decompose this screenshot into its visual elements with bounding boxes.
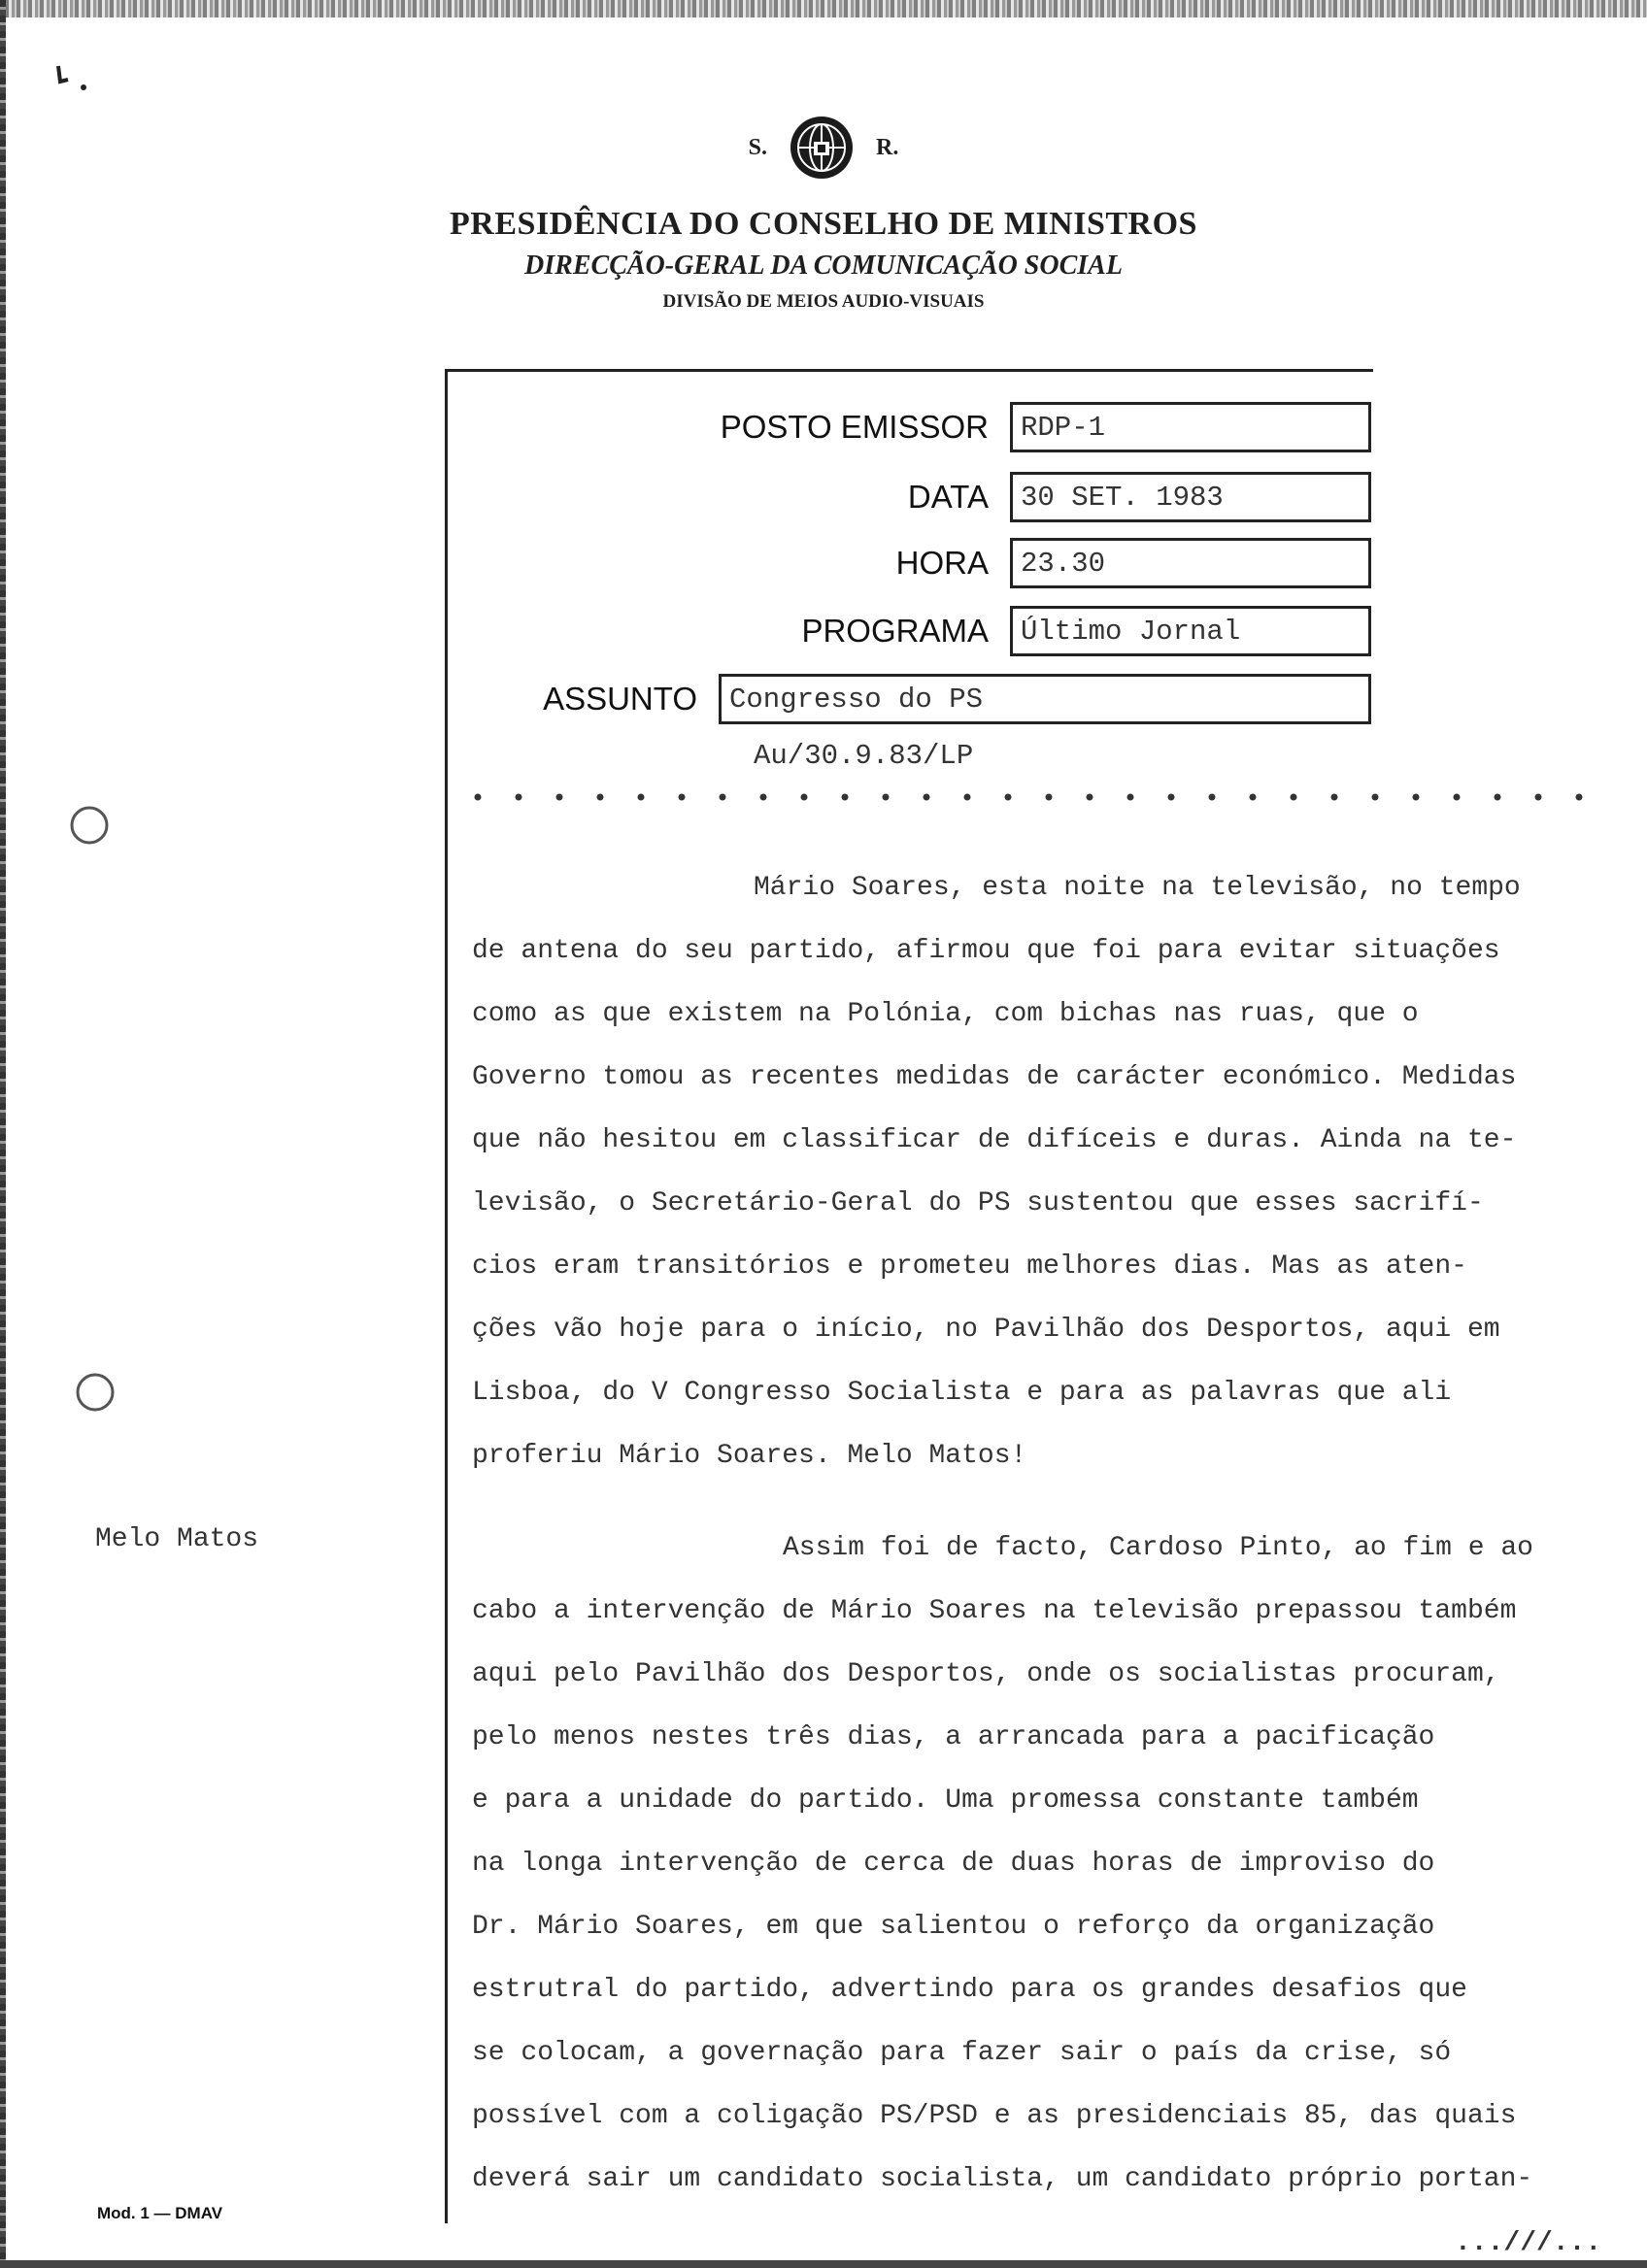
field-label-hora: HORA [895, 545, 989, 581]
field-value-programa: Último Jornal [1010, 606, 1371, 656]
text-line: na longa intervenção de cerca de duas horas de improviso do [472, 1849, 1435, 1879]
text-line: Mário Soares, esta noite na televisão, no tempo [754, 873, 1521, 903]
department-title: DIRECÇÃO-GERAL DA COMUNICAÇÃO SOCIAL [524, 250, 1123, 281]
seal-right-letter: R. [876, 134, 899, 160]
scan-edge-bottom [0, 2260, 1647, 2268]
text-line: Lisboa, do V Congresso Socialista e para as palavras que ali [472, 1378, 1452, 1408]
text-line: cios eram transitórios e prometeu melhores dias. Mas as aten- [472, 1251, 1467, 1282]
punch-hole [68, 804, 111, 847]
handwritten-mark [54, 60, 87, 93]
organization-title: PRESIDÊNCIA DO CONSELHO DE MINISTROS [450, 206, 1197, 242]
text-line: ções vão hoje para o início, no Pavilhão dos Desportos, aqui em [472, 1315, 1500, 1345]
field-label-programa: PROGRAMA [801, 613, 989, 649]
field-row-hora [544, 538, 1371, 588]
text-line: Governo tomou as recentes medidas de carácter económico. Medidas [472, 1062, 1517, 1092]
field-label-data: DATA [907, 479, 989, 515]
text-line: estrutral do partido, advertindo para os grandes desafios que [472, 1975, 1467, 2005]
field-value-posto-emissor: RDP-1 [1010, 402, 1371, 452]
scan-edge-left [0, 0, 6, 2268]
field-row-data [544, 472, 1371, 522]
text-line: que não hesitou em classificar de difíceis e duras. Ainda na te- [472, 1125, 1517, 1155]
field-row-programa [544, 606, 1371, 656]
field-row-assunto [486, 674, 1371, 724]
field-label-posto-emissor: POSTO EMISSOR [720, 409, 989, 445]
reference-code: Au/30.9.83/LP [754, 740, 974, 772]
text-line: Assim foi de facto, Cardoso Pinto, ao fim e ao [783, 1533, 1533, 1563]
transcript-paragraph-2 [472, 1517, 1598, 2211]
text-line: pelo menos nestes três dias, a arrancada para a pacificação [472, 1722, 1435, 1752]
scan-edge-top [0, 0, 1647, 17]
punch-hole [74, 1371, 117, 1414]
text-line: como as que existem na Polónia, com bichas nas ruas, que o [472, 999, 1419, 1029]
dotted-separator [472, 783, 1589, 812]
form-frame-top [445, 369, 1373, 372]
speaker-name: Melo Matos [95, 1524, 259, 1554]
form-frame-left [445, 369, 448, 2223]
division-title: DIVISÃO DE MEIOS AUDIO-VISUAIS [662, 291, 985, 312]
seal-row [0, 109, 1647, 186]
text-line: levisão, o Secretário-Geral do PS sustentou que esses sacrifí- [472, 1188, 1484, 1218]
text-line: deverá sair um candidato socialista, um candidato próprio portan- [472, 2164, 1533, 2194]
text-line: possível com a coligação PS/PSD e as presidenciais 85, das quais [472, 2101, 1517, 2131]
text-line: Dr. Mário Soares, em que salientou o reforço da organização [472, 1912, 1435, 1942]
letterhead [0, 109, 1647, 313]
state-seal-icon [789, 115, 855, 181]
transcript-paragraph-1 [472, 856, 1598, 1487]
text-line: e para a unidade do partido. Uma promessa constante também [472, 1785, 1419, 1816]
field-value-assunto: Congresso do PS [719, 674, 1371, 724]
text-line: de antena do seu partido, afirmou que foi para evitar situações [472, 936, 1500, 966]
seal-left-letter: S. [748, 134, 767, 160]
text-line: proferiu Mário Soares. Melo Matos! [472, 1441, 1027, 1471]
form-code: Mod. 1 — DMAV [97, 2204, 223, 2222]
continuation-mark: ...///... [1455, 2228, 1602, 2258]
field-value-data: 30 SET. 1983 [1010, 472, 1371, 522]
field-label-assunto: ASSUNTO [543, 681, 697, 717]
text-line: se colocam, a governação para fazer sair o país da crise, só [472, 2038, 1452, 2068]
text-line: cabo a intervenção de Mário Soares na televisão prepassou também [472, 1596, 1517, 1626]
text-line: aqui pelo Pavilhão dos Desportos, onde os socialistas procuram, [472, 1659, 1500, 1689]
field-value-hora: 23.30 [1010, 538, 1371, 588]
field-row-posto-emissor [544, 402, 1371, 452]
